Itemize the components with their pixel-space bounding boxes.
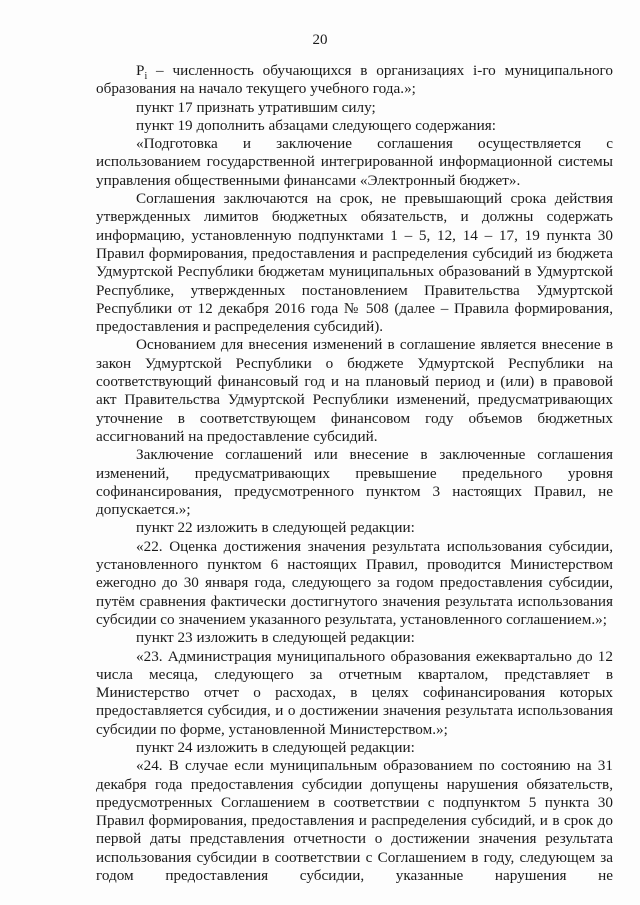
paragraph-cofinancing-limit: Заключение соглашений или внесение в заключенные соглашения изменений, предусматривающих превышение предельного уровня софинансирования, предусмотренного пунктом 3 настоящих Правил, не допускается.»;: [96, 446, 613, 519]
paragraph-item-22-intro: пункт 22 изложить в следующей редакции:: [136, 519, 415, 537]
paragraph-item-24-intro: пункт 24 изложить в следующей редакции:: [136, 738, 415, 756]
formula-definition-text: – численность обучающихся в организациях i-го муниципального образования на начало текущего учебного года.»;: [96, 62, 613, 98]
paragraph-agreement-term: Соглашения заключаются на срок, не превышающий срока действия утвержденных лимитов бюджетных обязательств, и должны содержать информацию, установленную подпунктами 1 – 5, 12, 14 – 17, 19 пункта 30 Правил формирования, предоставления и распределения субсидий из бюджета Удмуртской Республики бюджетам муниципальных образований в Удмуртской Республике, утвержденных постановлением Правительства Удмуртской Республики от 12 декабря 2016 года № 508 (далее – Правила формирования, предоставления и распределения субсидий).: [96, 190, 613, 336]
paragraph-item-22: «22. Оценка достижения значения результата использования субсидии, установленного пунктом 6 настоящих Правил, проводится Министерством ежегодно до 30 января года, следующего за годом предоставления субсидии, путём сравнения фактически достигнутого значения результата использования субсидии со значением указанного результата, установленного соглашением.»;: [96, 537, 613, 628]
page-number: 20: [312, 32, 328, 48]
paragraph-formula-definition: [96, 62, 613, 99]
paragraph-item-24: «24. В случае если муниципальным образованием по состоянию на 31 декабря года предоставления субсидии допущены нарушения обязательств, предусмотренных Соглашением в соответствии с подпунктом 5 пункта 30 Правил формирования, предоставления и распределения субсидий, и в срок до первой даты представления отчетности о достижении значения результата использования субсидии в соответствии с Соглашением в году, следующем за годом предоставления субсидии, указанные нарушения не: [96, 757, 613, 885]
paragraph-amendment-basis: Основанием для внесения изменений в соглашение является внесение в закон Удмуртской Республики о бюджете Удмуртской Республики на соответствующий финансовый год и на плановый период и (или) в правовой акт Правительства Удмуртской Республики изменений, предусматривающих уточнение в соответствующем финансовом году объемов бюджетных ассигнований на предоставление субсидий.: [96, 336, 613, 445]
document-body: [96, 62, 613, 885]
paragraph-item-23: «23. Администрация муниципального образования ежеквартально до 12 числа месяца, следующего за отчетным кварталом, представляет в Министерство отчет о расходах, в целях софинансирования которых предоставляется субсидия, и о достижении значения результата использования субсидии по форме, установленной Министерством.»;: [96, 647, 613, 738]
paragraph-item-23-intro: пункт 23 изложить в следующей редакции:: [136, 629, 415, 647]
paragraph-item-19-intro: пункт 19 дополнить абзацами следующего содержания:: [136, 116, 496, 134]
paragraph-electronic-budget: «Подготовка и заключение соглашения осуществляется с использованием государственной интегрированной информационной системы управления общественными финансами «Электронный бюджет».: [96, 135, 613, 189]
formula-subscript: i: [144, 71, 148, 83]
formula-variable: P: [136, 62, 145, 79]
paragraph-item-17: пункт 17 признать утратившим силу;: [136, 98, 376, 116]
